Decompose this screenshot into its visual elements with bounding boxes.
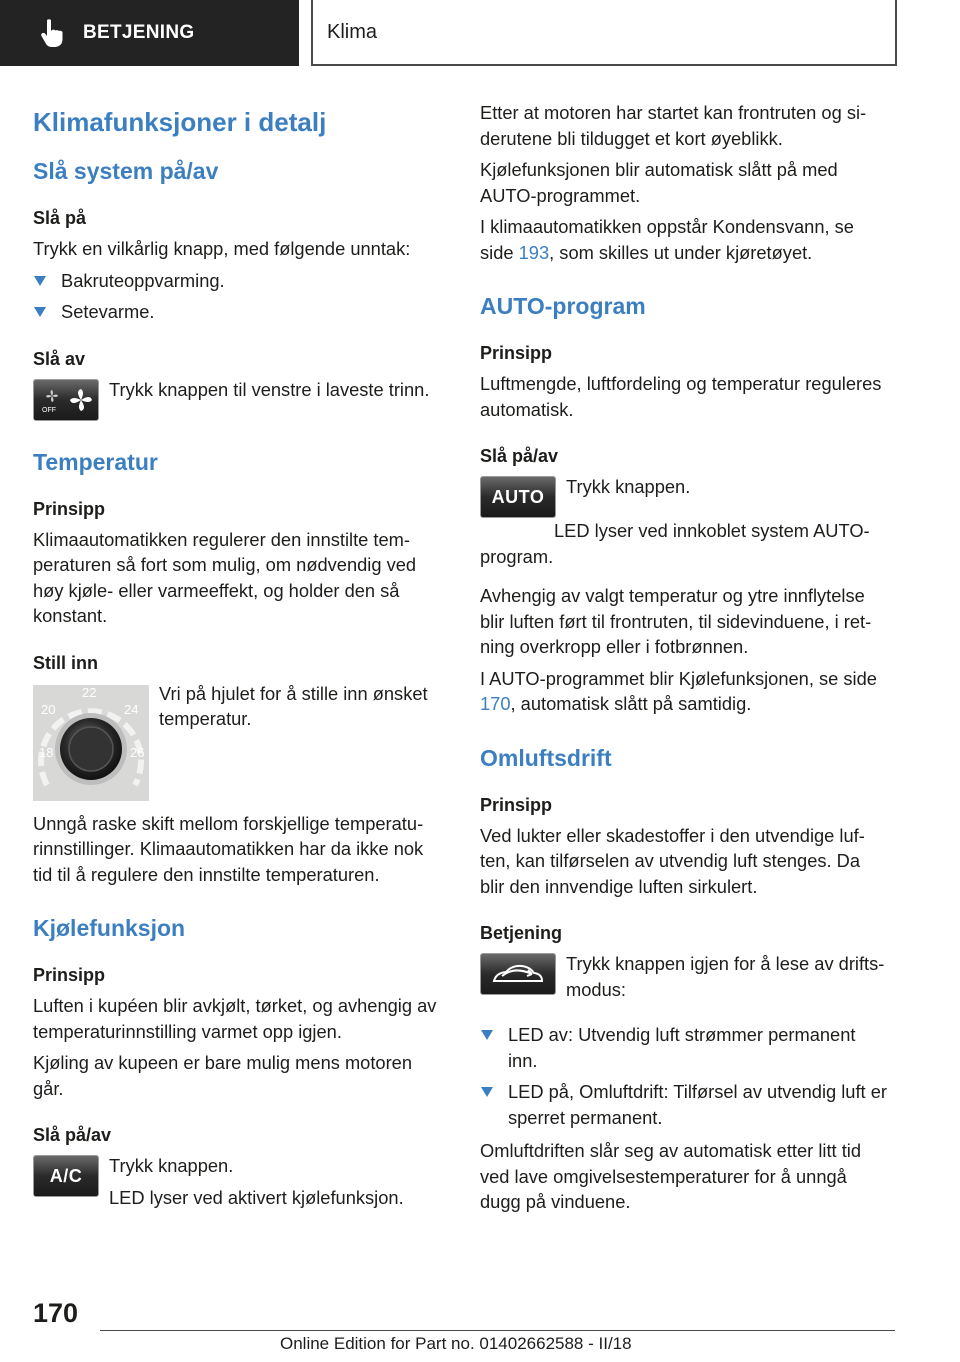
cooling-principle-text-2: Kjøling av kupeen er bare mulig mens motoren går. (33, 1052, 413, 1099)
recirc-principle-text: Ved lukter eller skadestoffer i den utvendige luften, kan tilførselen av utvendig luft stenges. Da blir den innvendige luften sirkulert. (480, 824, 865, 897)
auto-text-2: Avhengig av valgt temperatur og ytre innflytelse blir luften ført til frontruten, til sidevinduene, i retning overkropp eller i fotbrønnen. (480, 585, 872, 657)
subheading-off: Slå av (33, 348, 86, 369)
section-title: BETJENING (83, 22, 195, 43)
footer-divider (100, 1330, 895, 1331)
auto-press-text: Trykk knappen. (566, 476, 691, 497)
right-column (480, 100, 888, 1221)
recirc-auto-off-text: Omluftdriften slår seg av automatisk etter litt tid ved lave omgivelsestemperaturer for å unngå dugg på vinduene. (480, 1140, 862, 1212)
page-title: Klimafunksjoner i detalj (33, 107, 327, 137)
svg-text:18: 18 (39, 744, 54, 760)
off-row (33, 377, 441, 421)
svg-text:OFF: OFF (42, 406, 56, 414)
cooling-principle-text: Luften i kupéen blir avkjølt, tørket, og avhengig av temperaturinnstilling varmet opp igjen. (33, 995, 437, 1042)
heading-auto-program: AUTO-program (480, 293, 646, 319)
heading-on-off: Slå system på/av (33, 158, 219, 184)
auto-label: AUTO (491, 486, 545, 507)
auto-principle-text: Luftmengde, luftfordeling og temperatur reguleres automatisk. (480, 373, 882, 420)
svg-text:20: 20 (41, 701, 56, 717)
edition-note: Online Edition for Part no. 01402662588 - II/18 (280, 1334, 632, 1353)
exception-list (33, 268, 441, 325)
heading-temperature: Temperatur (33, 448, 158, 475)
bullet-triangle-icon (481, 1087, 493, 1097)
temperature-warning-text: Unngå raske skift mellom forskjellige temperaturinnstillinger. Klimaautomatikken har da ikke nok tid til å regulere den innstilte temperaturen. (33, 812, 424, 885)
subheading-operation: Betjening (480, 923, 563, 943)
subheading-principle: Prinsipp (480, 794, 553, 815)
list-item: Bakruteoppvarming. (33, 268, 441, 294)
bullet-triangle-icon (34, 276, 46, 286)
subheading-set: Still inn (33, 652, 98, 673)
cooling-cont-text-2: Kjølefunksjonen blir automatisk slått på med AUTO-programmet. (480, 159, 838, 206)
cooling-cont-text-3: I klimaautomatikken oppstår Kondensvann, se side 193, som skilles ut under kjøretøyet. (480, 216, 854, 263)
off-text: Trykk knappen til venstre i laveste trinn. (109, 378, 430, 400)
heading-cooling: Kjølefunksjon (33, 915, 186, 941)
set-text: Vri på hjulet for å stille inn ønsket temperatur. (159, 682, 428, 729)
page-link-170[interactable]: 170 (480, 693, 511, 714)
list-item: LED på, Omluftdrift: Tilførsel av utvendig luft er sperret permanent. (480, 1079, 888, 1130)
auto-led-text: LED lyser ved innkoblet system AUTO-program. (480, 520, 870, 567)
subheading-auto-on-off: Slå på/av (480, 446, 559, 466)
list-item: LED av: Utvendig luft strømmer permanent inn. (480, 1022, 888, 1073)
left-column (33, 100, 441, 1216)
svg-text:22: 22 (82, 684, 97, 700)
ac-press-text: Trykk knappen. (109, 1155, 234, 1176)
cooling-cont-text-1: Etter at motoren har startet kan frontruten og siderutene bli tildugget et kort øyeblikk. (480, 102, 867, 149)
recirc-row (480, 951, 888, 1008)
section-tab (0, 0, 299, 66)
bullet-triangle-icon (481, 1030, 493, 1040)
chapter-tab (311, 0, 897, 66)
ac-led-text: LED lyser ved aktivert kjølefunksjon. (109, 1186, 404, 1208)
recirculation-button-image (480, 953, 556, 995)
chapter-title: Klima (327, 20, 378, 43)
ac-button-image (33, 1155, 99, 1197)
heading-recirculation: Omluftsdrift (480, 744, 612, 771)
page-link-193[interactable]: 193 (518, 241, 550, 263)
page-number: 170 (33, 1298, 79, 1328)
operation-text: Trykk knappen igjen for å lese av driftsmodus: (566, 953, 885, 1000)
subheading-cooling-on-off: Slå på/av (33, 1125, 112, 1145)
mode-list (480, 1022, 888, 1130)
ac-row (33, 1153, 441, 1216)
set-row (33, 681, 441, 801)
svg-text:24: 24 (124, 701, 139, 717)
subheading-on: Slå på (33, 208, 87, 228)
fan-off-button-image (33, 379, 99, 421)
temperature-principle-text: Klimaautomatikken regulerer den innstilte temperaturen så fort som mulig, om nødvendig ved høy kjøle- eller varmeeffekt, og holder den så konstant. (33, 528, 417, 626)
auto-row (480, 474, 888, 518)
svg-text:26: 26 (130, 744, 145, 760)
recirculation-car-icon (488, 959, 548, 989)
fan-off-icon (36, 382, 96, 418)
auto-button-image (480, 476, 556, 518)
subheading-principle: Prinsipp (480, 343, 553, 363)
ac-label: A/C (49, 1165, 83, 1186)
subheading-principle: Prinsipp (33, 498, 106, 519)
temperature-dial-icon (33, 685, 149, 801)
on-text: Trykk en vilkårlig knapp, med følgende unntak: (33, 238, 411, 259)
auto-text-3: I AUTO-programmet blir Kjølefunksjonen, se side 170, automatisk slått på samtidig. (480, 667, 877, 714)
subheading-principle: Prinsipp (33, 965, 106, 985)
list-item: Setevarme. (33, 299, 441, 325)
temperature-knob-image (33, 685, 149, 801)
bullet-triangle-icon (34, 307, 46, 317)
page-header (0, 0, 960, 66)
hand-pointer-icon (38, 18, 66, 48)
